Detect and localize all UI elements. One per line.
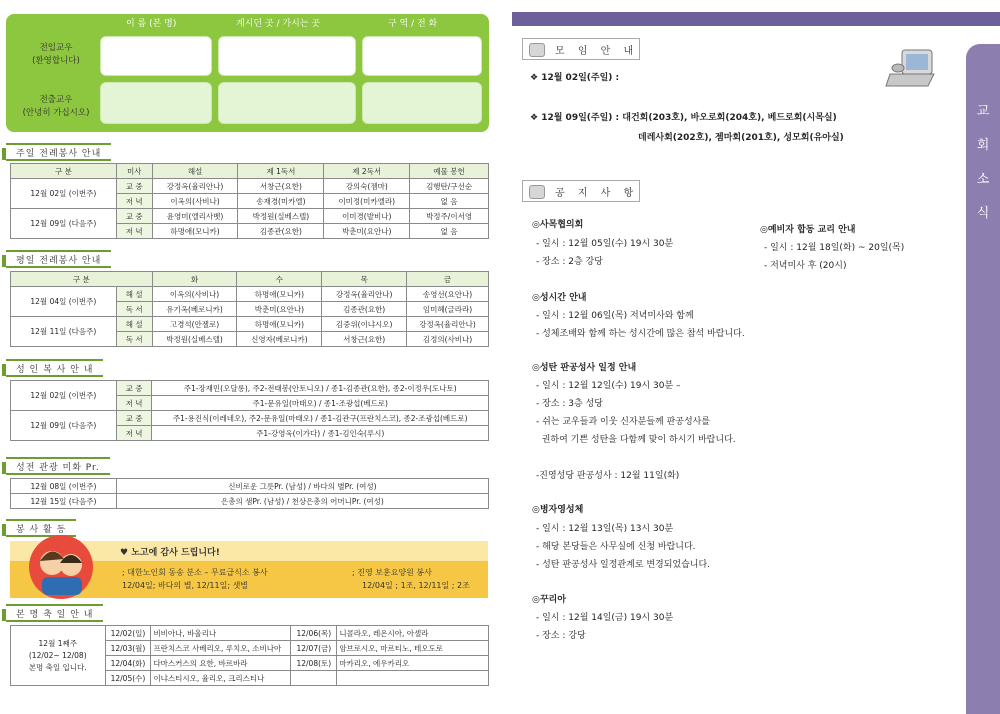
sidebar-char: 교 <box>976 104 990 119</box>
th: 제 2독서 <box>324 164 410 179</box>
cell: 서창근(요한) <box>238 179 324 194</box>
notice-head: ◎병자영성체 <box>532 505 584 515</box>
notice-line: - 쉬는 교우들과 이웃 신자분들께 판공성사를 <box>536 417 711 427</box>
notice-line: - 성탄 판공성사 일정관계로 변경되었습니다. <box>536 560 711 570</box>
cell: 주1-문유일(마태오) / 종1-조광섭(베드로) <box>152 396 489 411</box>
date-cell: 12월 04일 (이번주) <box>11 287 117 317</box>
th: 예물 봉헌 <box>410 164 489 179</box>
cell: 박정주/이서영 <box>410 209 489 224</box>
sidebar-char: 회 <box>976 138 990 153</box>
role-cell: 해 설 <box>116 287 152 302</box>
cell: 주1-장재민(오달롱), 주2-전태봉(안토니오) / 종1-김종관(요한), 종2-이정우(도나토) <box>152 381 489 396</box>
cell: 이냐스티시오, 율리오, 크리스티나 <box>151 671 291 686</box>
nc-header-place: 계시던 곳 / 가시는 곳 <box>236 19 321 29</box>
th: 수 <box>237 272 322 287</box>
cell: 이옥의(사비나) <box>152 287 237 302</box>
date-cell: 12월 11일 (다음주) <box>11 317 117 347</box>
date-cell: 12/05(수) <box>105 671 151 686</box>
th: 구 분 <box>11 164 117 179</box>
date-cell: 12월 09일 (다음주) <box>11 209 117 239</box>
date-cell: 12월 02일 (이번주) <box>11 381 117 411</box>
meeting-icon <box>529 43 545 57</box>
nc-label-out: 전출교우 (안녕히 가십시오) <box>22 95 90 118</box>
weekday-title: 평일 전례봉사 안내 <box>6 250 111 268</box>
cell: 프란치스코 사베리오, 루치오, 소비나아 <box>151 641 291 656</box>
service-left-line2: 12/04일; 바다의 별, 12/11일; 샛별 <box>122 581 249 590</box>
cell: 강정옥(율리안나) <box>322 287 407 302</box>
service-left-line1: ; 대한노인회 동송 분소 – 무료급식소 봉사 <box>122 568 268 577</box>
meeting-line3: 데레사회(202호), 젬마회(201호), 성모회(유아실) <box>638 133 844 143</box>
service-thanks: ♥ 노고에 감사 드립니다! <box>120 548 220 558</box>
mass-cell: 교 중 <box>116 209 152 224</box>
date-cell: 12월 08일 (이번주) <box>11 479 117 494</box>
notice-head: ◎성시간 안내 <box>532 293 587 303</box>
service-right-line1: ; 진영 보훈요양원 봉사 <box>352 568 432 577</box>
notice-line: -진영성당 판공성사 : 12월 11일(화) <box>536 471 680 481</box>
feast-title: 본 명 축 일 안 내 <box>6 604 103 622</box>
cell: 김행탄/구선순 <box>410 179 489 194</box>
cell: 하명애(모니카) <box>237 317 322 332</box>
cell: 하명애(모니카) <box>152 224 238 239</box>
date-cell: 12/03(월) <box>105 641 151 656</box>
altar-table <box>10 380 489 441</box>
notice-head: ◎꾸리아 <box>532 595 566 605</box>
sidebar-char: 소 <box>976 172 990 187</box>
nc-out-district-field[interactable] <box>362 82 482 124</box>
cell: 이미정(미카엘라) <box>324 194 410 209</box>
date-cell: 12/04(화) <box>105 656 151 671</box>
notices-title <box>522 180 640 202</box>
nc-in-place-field[interactable] <box>218 36 356 76</box>
newcomer-box <box>6 14 489 132</box>
cell: 주1-용진식(이레네오), 주2-문유일(마태오) / 종1-김관구(프란치스코), 종2-조광섭(베드로) <box>152 411 489 426</box>
date-cell: 12월 15일 (다음주) <box>11 494 117 509</box>
cell: 없 음 <box>410 224 489 239</box>
date-cell: 12월 02일 (이번주) <box>11 179 117 209</box>
role-cell: 독 서 <box>116 332 152 347</box>
mass-cell: 저 녁 <box>116 194 152 209</box>
cell: 니콜라오, 레온시아, 아셀라 <box>337 626 489 641</box>
cell: 신영자(베로니카) <box>237 332 322 347</box>
cell: 강의숙(젬마) <box>324 179 410 194</box>
cell: 비비아나, 바울리나 <box>151 626 291 641</box>
notices-title-text: 공 지 사 항 <box>555 187 639 199</box>
mass-cell: 저 녁 <box>116 426 152 441</box>
notice-head: ◎예비자 합동 교리 안내 <box>760 225 856 235</box>
cell: 고경석(안젤로) <box>152 317 237 332</box>
th: 목 <box>322 272 407 287</box>
meeting-line2: ❖ 12월 09일(주일) : 대건회(203호), 바오로회(204호), 베드로회(시목실) <box>530 113 837 123</box>
notice-line: - 성체조배와 함께 하는 성시간에 많은 참석 바랍니다. <box>536 329 745 339</box>
th: 구 분 <box>11 272 153 287</box>
weekday-table <box>10 271 489 347</box>
sunday-table <box>10 163 489 239</box>
cell: 박춘미(요안나) <box>237 302 322 317</box>
date-cell: 12/08(토) <box>291 656 337 671</box>
notice-line: - 해당 본당들은 사무실에 신청 바랍니다. <box>536 542 696 552</box>
right-page <box>512 12 1000 702</box>
cell: 박정원(실베스텔) <box>238 209 324 224</box>
praesidium-title: 성전 관광 미화 Pr. <box>6 457 110 475</box>
service-title: 봉 사 활 동 <box>6 519 76 537</box>
role-cell: 해 설 <box>116 317 152 332</box>
mass-cell: 저 녁 <box>116 396 152 411</box>
nc-in-district-field[interactable] <box>362 36 482 76</box>
cell: 윤영미(엘리사벳) <box>152 209 238 224</box>
service-banner <box>10 541 488 598</box>
cell: 암브로시오, 마르티노, 테오도로 <box>337 641 489 656</box>
cell: 서창근(요한) <box>322 332 407 347</box>
cell <box>337 671 489 686</box>
nc-label-in: 전입교우 (환영합니다) <box>32 43 80 66</box>
nc-header-name: 이 름 (본 명) <box>126 19 177 29</box>
meetings-title <box>522 38 640 60</box>
meeting-line1: ❖ 12월 02일(주일) : <box>530 73 620 83</box>
mass-cell: 교 중 <box>116 179 152 194</box>
cell: 마카리오, 에우카리오 <box>337 656 489 671</box>
cell: 없 음 <box>410 194 489 209</box>
notice-line: - 일시 : 12월 05일(수) 19시 30분 <box>536 239 674 249</box>
notice-line: - 일시 : 12월 06일(목) 저녁미사와 함께 <box>536 311 694 321</box>
nc-header-district: 구 역 / 전 화 <box>388 19 438 29</box>
volunteer-illustration-icon <box>24 533 98 603</box>
notice-line: 권하여 기쁜 성탄을 다함께 맞이 하시기 바랍니다. <box>536 435 736 445</box>
praesidium-table <box>10 478 489 509</box>
th: 금 <box>407 272 489 287</box>
feast-table <box>10 625 489 686</box>
notice-line: - 일시 : 12월 13일(목) 13시 30분 <box>536 524 674 534</box>
cell: 은총의 샘Pr. (남성) / 천상은총의 어머니Pr. (여성) <box>116 494 488 509</box>
cell: 강정옥(율리안나) <box>152 179 238 194</box>
th: 해설 <box>152 164 238 179</box>
notice-line: - 장소 : 3층 성당 <box>536 399 603 409</box>
cell: 이미경(발비나) <box>324 209 410 224</box>
notice-line: - 일시 : 12월 12일(수) 19시 30분 – <box>536 381 681 391</box>
notice-line: - 일시 : 12월 18일(화) ~ 20일(목) <box>764 243 905 253</box>
altar-title: 성 인 복 사 안 내 <box>6 359 103 377</box>
cell: 김종관(요한) <box>238 224 324 239</box>
date-cell <box>291 671 337 686</box>
notice-line: - 장소 : 강당 <box>536 631 586 641</box>
cell: 김정의(사비나) <box>407 332 489 347</box>
cell: 신비로운 그릇Pr. (남성) / 바다의 별Pr. (여성) <box>116 479 488 494</box>
notice-line: - 장소 : 2층 강당 <box>536 257 603 267</box>
notice-line: - 저녁미사 후 (20시) <box>764 261 847 271</box>
cell: 송재경(미카엘) <box>238 194 324 209</box>
notice-head: ◎성탄 판공성사 일정 안내 <box>532 363 637 373</box>
mass-cell: 저 녁 <box>116 224 152 239</box>
notice-icon <box>529 185 545 199</box>
nc-in-name-field[interactable] <box>100 36 212 76</box>
notice-line: - 일시 : 12월 14일(금) 19시 30분 <box>536 613 674 623</box>
cell: 송영선(요안나) <box>407 287 489 302</box>
cell: 김종관(요한) <box>322 302 407 317</box>
sidebar-char: 식 <box>976 206 990 221</box>
computer-icon <box>884 44 944 94</box>
cell: 임미혜(글라라) <box>407 302 489 317</box>
cell: 주1-강영욱(이가다) / 종1-김인숙(루시) <box>152 426 489 441</box>
date-cell: 12/07(금) <box>291 641 337 656</box>
date-cell: 12월 09일 (다음주) <box>11 411 117 441</box>
sidebar <box>966 44 1000 714</box>
date-cell: 12/02(일) <box>105 626 151 641</box>
role-cell: 독 서 <box>116 302 152 317</box>
th: 화 <box>152 272 237 287</box>
sunday-title: 주일 전례봉사 안내 <box>6 143 111 161</box>
left-page <box>0 0 500 705</box>
date-cell: 12/06(목) <box>291 626 337 641</box>
cell: 김중위(이냐시오) <box>322 317 407 332</box>
cell: 박춘미(요안나) <box>324 224 410 239</box>
cell: 유기옥(베로니카) <box>152 302 237 317</box>
th: 미사 <box>116 164 152 179</box>
th: 제 1독서 <box>238 164 324 179</box>
week-label: 12월 1째주 (12/02~ 12/08) 본명 축일 입니다. <box>11 626 106 686</box>
nc-out-name-field[interactable] <box>100 82 212 124</box>
cell: 이옥의(사비나) <box>152 194 238 209</box>
notice-head: ◎사목협의회 <box>532 220 584 230</box>
top-bar <box>512 12 1000 26</box>
service-right-line2: 12/04일 ; 1조, 12/11일 ; 2조 <box>362 581 470 590</box>
cell: 하명애(모니카) <box>237 287 322 302</box>
mass-cell: 교 중 <box>116 411 152 426</box>
cell: 박정원(실베스텔) <box>152 332 237 347</box>
mass-cell: 교 중 <box>116 381 152 396</box>
cell: 강정옥(율리안나) <box>407 317 489 332</box>
meetings-title-text: 모 임 안 내 <box>555 45 639 57</box>
cell: 다마스커스의 요한, 바르바라 <box>151 656 291 671</box>
nc-out-place-field[interactable] <box>218 82 356 124</box>
